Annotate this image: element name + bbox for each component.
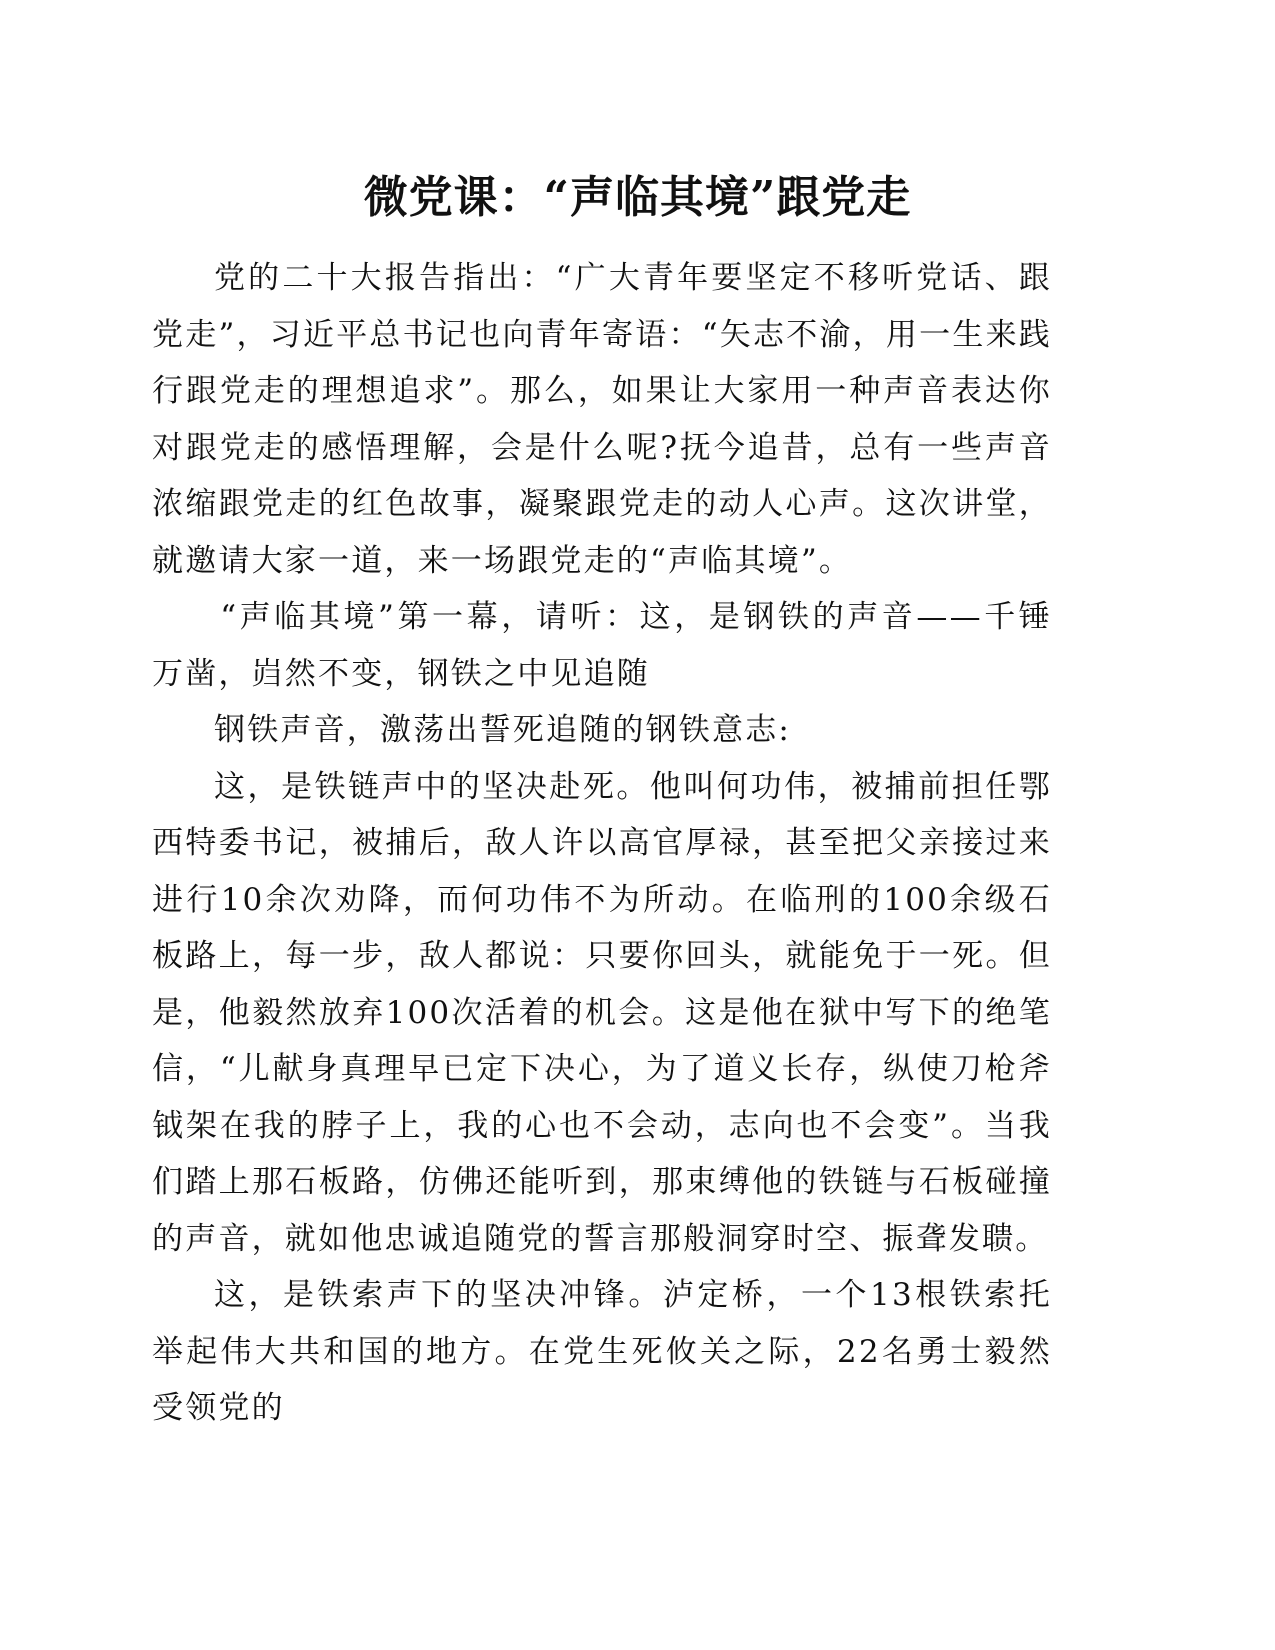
paragraph-intro: 党的二十大报告指出：“广大青年要坚定不移听党话、跟党走”，习近平总书记也向青年寄语：“矢志不渝，用一生来践行跟党走的理想追求”。那么，如果让大家用一种声音表达你对跟党走的感悟理解，会是什么呢?抚今追昔，总有一些声音浓缩跟党走的红色故事，凝聚跟党走的动人心声。这次讲堂，就邀请大家一道，来一场跟党走的“声临其境”。 xyxy=(152,260,1052,579)
document-body xyxy=(152,250,1052,1437)
paragraph-he-gongwei: 这，是铁链声中的坚决赴死。他叫何功伟，被捕前担任鄂西特委书记，被捕后，敌人许以高官厚禄，甚至把父亲接过来进行10余次劝降，而何功伟不为所动。在临刑的100余级石板路上，每一步，敌人都说：只要你回头，就能免于一死。但是，他毅然放弃100次活着的机会。这是他在狱中写下的绝笔信，“儿献身真理早已定下决心，为了道义长存，纵使刀枪斧钺架在我的脖子上，我的心也不会动，志向也不会变”。当我们踏上那石板路，仿佛还能听到，那束缚他的铁链与石板碰撞的声音，就如他忠诚追随党的誓言那般洞穿时空、振聋发聩。 xyxy=(152,768,1052,1257)
paragraph-scene-one: “声临其境”第一幕，请听：这，是钢铁的声音——千锤万凿，岿然不变，钢铁之中见追随 xyxy=(152,599,1052,692)
paragraph-luding-bridge: 这，是铁索声下的坚决冲锋。泸定桥，一个13根铁索托举起伟大共和国的地方。在党生死攸关之际，22名勇士毅然受领党的 xyxy=(152,1277,1052,1426)
paragraph-steel-voice: 钢铁声音，激荡出誓死追随的钢铁意志: xyxy=(214,712,792,748)
page-title: 微党课：“声临其境”跟党走 xyxy=(363,172,912,223)
